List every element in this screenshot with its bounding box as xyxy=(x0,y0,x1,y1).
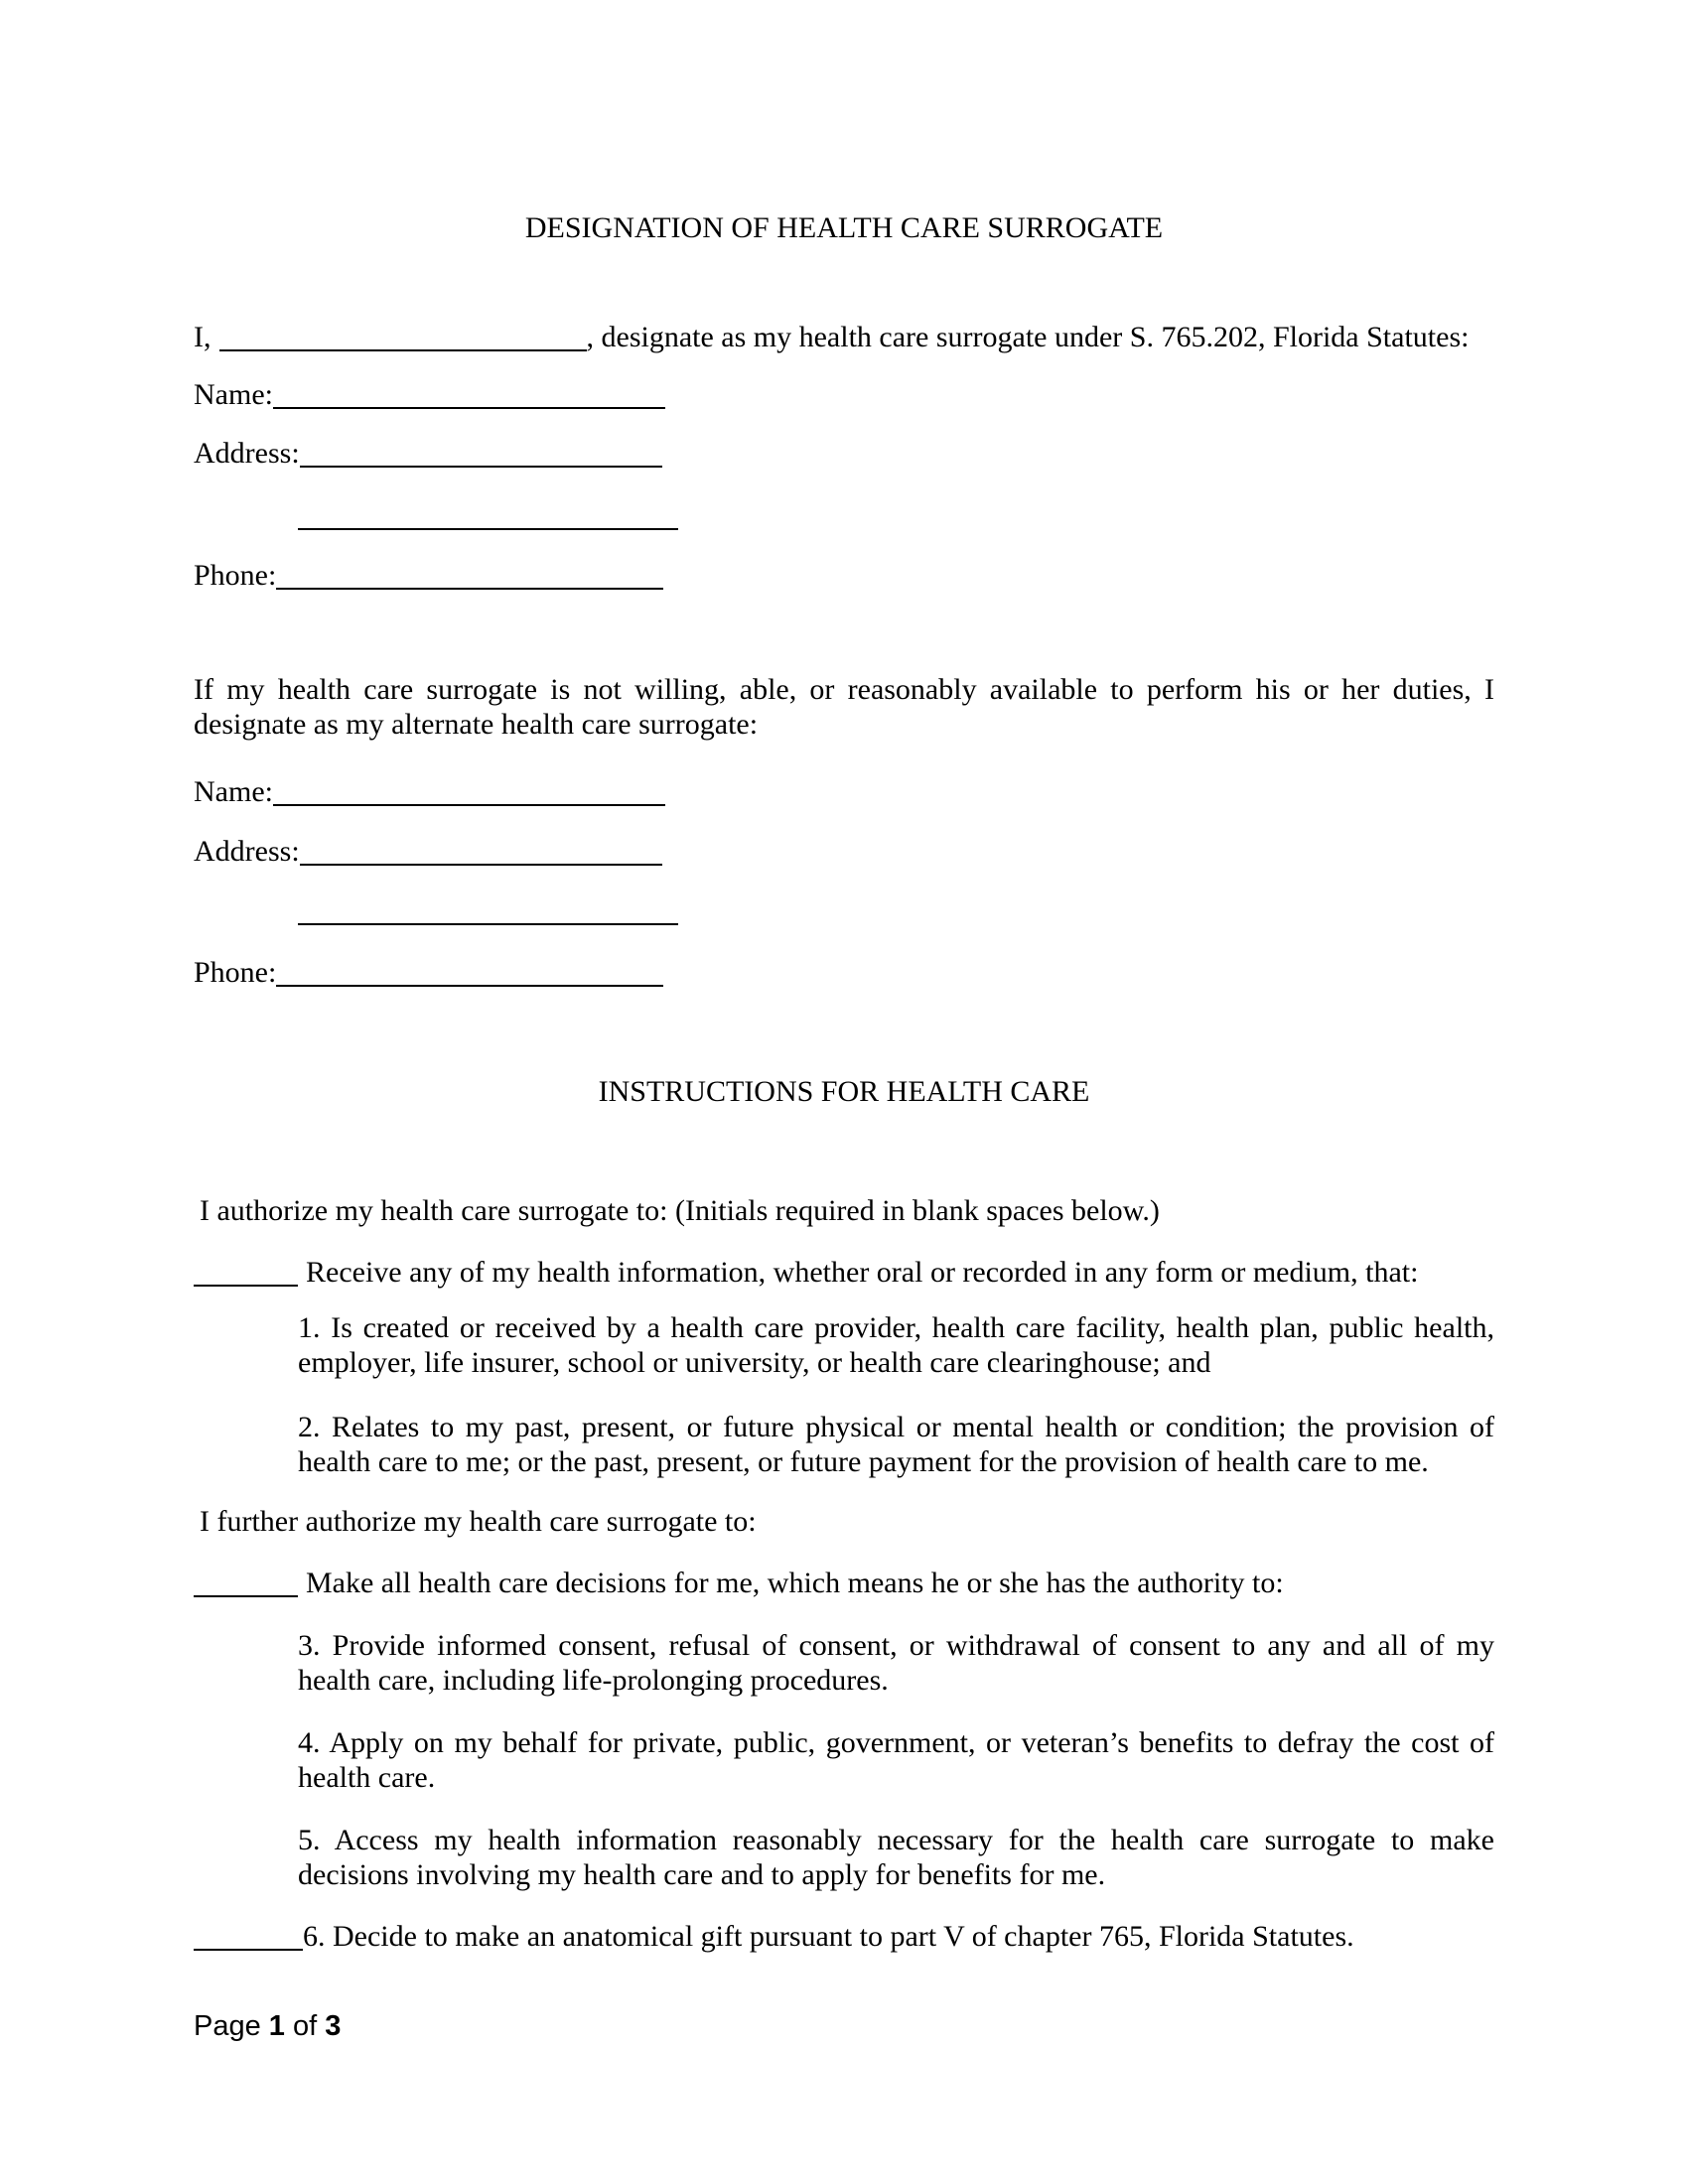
footer-page-label: Page xyxy=(194,2010,261,2042)
make-initials-blank[interactable] xyxy=(194,1566,298,1597)
make-clause-text: Make all health care decisions for me, which means he or she has the authority to: xyxy=(306,1567,1284,1599)
instructions-heading: INSTRUCTIONS FOR HEALTH CARE xyxy=(598,1075,1090,1108)
footer-total-pages: 3 xyxy=(325,2010,342,2042)
principal-phone-blank[interactable] xyxy=(276,558,663,590)
anatomical-gift-text: 6. Decide to make an anatomical gift pursuant to part V of chapter 765, Florida Statutes. xyxy=(303,1920,1354,1953)
principal-address-row xyxy=(194,436,662,471)
make-clause-row xyxy=(194,1566,1524,1600)
item-5-line-1: 5. Access my health information reasonably necessary for the health care surrogate to make xyxy=(298,1824,1494,1856)
further-authorize-paragraph: I further authorize my health care surrogate to: xyxy=(200,1505,757,1538)
principal-phone-row xyxy=(194,558,663,593)
item-4-line-2: health care. xyxy=(298,1761,436,1794)
item-3-line-2: health care, including life-prolonging procedures. xyxy=(298,1664,889,1697)
alternate-address-continuation-blank[interactable] xyxy=(298,923,678,925)
instruction-item-3 xyxy=(298,1628,1494,1698)
alternate-phone-row xyxy=(194,955,663,990)
instruction-item-1 xyxy=(298,1310,1494,1380)
principal-intro-suffix: , designate as my health care surrogate under S. 765.202, Florida Statutes: xyxy=(586,321,1470,353)
item-2-line-1: 2. Relates to my past, present, or future physical or mental health or condition; the provision of xyxy=(298,1411,1494,1443)
page-footer xyxy=(194,2009,341,2044)
alternate-phone-blank[interactable] xyxy=(276,955,663,987)
anatomical-gift-initials-blank[interactable] xyxy=(194,1919,303,1951)
item-1-line-2: employer, life insurer, school or university, or health care clearinghouse; and xyxy=(298,1346,1211,1379)
alternate-address-blank[interactable] xyxy=(300,834,662,866)
alternate-phone-label: Phone: xyxy=(194,956,277,989)
receive-clause-row xyxy=(194,1255,1524,1290)
item-5-line-2: decisions involving my health care and to apply for benefits for me. xyxy=(298,1858,1106,1891)
receive-clause-text: Receive any of my health information, whether oral or recorded in any form or medium, that: xyxy=(306,1256,1419,1289)
instruction-item-5 xyxy=(298,1823,1494,1892)
principal-name-label: Name: xyxy=(194,378,273,411)
principal-address-label: Address: xyxy=(194,437,300,470)
receive-initials-blank[interactable] xyxy=(194,1255,298,1287)
principal-address-continuation-blank[interactable] xyxy=(298,528,678,530)
principal-intro-paragraph xyxy=(194,320,1524,354)
principal-name-row xyxy=(194,377,665,412)
alternate-name-blank[interactable] xyxy=(273,774,665,806)
footer-of-label: of xyxy=(293,2010,318,2042)
alternate-name-label: Name: xyxy=(194,775,273,808)
principal-phone-label: Phone: xyxy=(194,559,277,592)
alternate-name-row xyxy=(194,774,665,809)
document-title: DESIGNATION OF HEALTH CARE SURROGATE xyxy=(524,211,1164,244)
instruction-item-2 xyxy=(298,1410,1494,1479)
instruction-item-4 xyxy=(298,1725,1494,1795)
item-2-line-2: health care to me; or the past, present, or future payment for the provision of health care to me. xyxy=(298,1445,1429,1478)
footer-page-number: 1 xyxy=(268,2010,285,2042)
principal-name-blank[interactable] xyxy=(273,377,665,409)
principal-intro-prefix: I, xyxy=(194,321,211,353)
anatomical-gift-row xyxy=(194,1919,1524,1954)
alternate-address-label: Address: xyxy=(194,835,300,868)
item-3-line-1: 3. Provide informed consent, refusal of consent, or withdrawal of consent to any and all of my xyxy=(298,1629,1494,1662)
alternate-address-row xyxy=(194,834,662,869)
alternate-intro-paragraph xyxy=(194,672,1494,742)
alternate-intro-line-1: If my health care surrogate is not willing, able, or reasonably available to perform his or her duties, I xyxy=(194,673,1494,706)
item-1-line-1: 1. Is created or received by a health care provider, health care facility, health plan, public health, xyxy=(298,1311,1494,1344)
item-4-line-1: 4. Apply on my behalf for private, public, government, or veteran’s benefits to defray the cost of xyxy=(298,1726,1494,1759)
principal-address-blank[interactable] xyxy=(300,436,662,468)
principal-declarant-name-blank[interactable] xyxy=(219,320,587,351)
authorize-intro-paragraph: I authorize my health care surrogate to: (Initials required in blank spaces below.) xyxy=(200,1194,1160,1227)
alternate-intro-line-2: designate as my alternate health care surrogate: xyxy=(194,708,759,741)
